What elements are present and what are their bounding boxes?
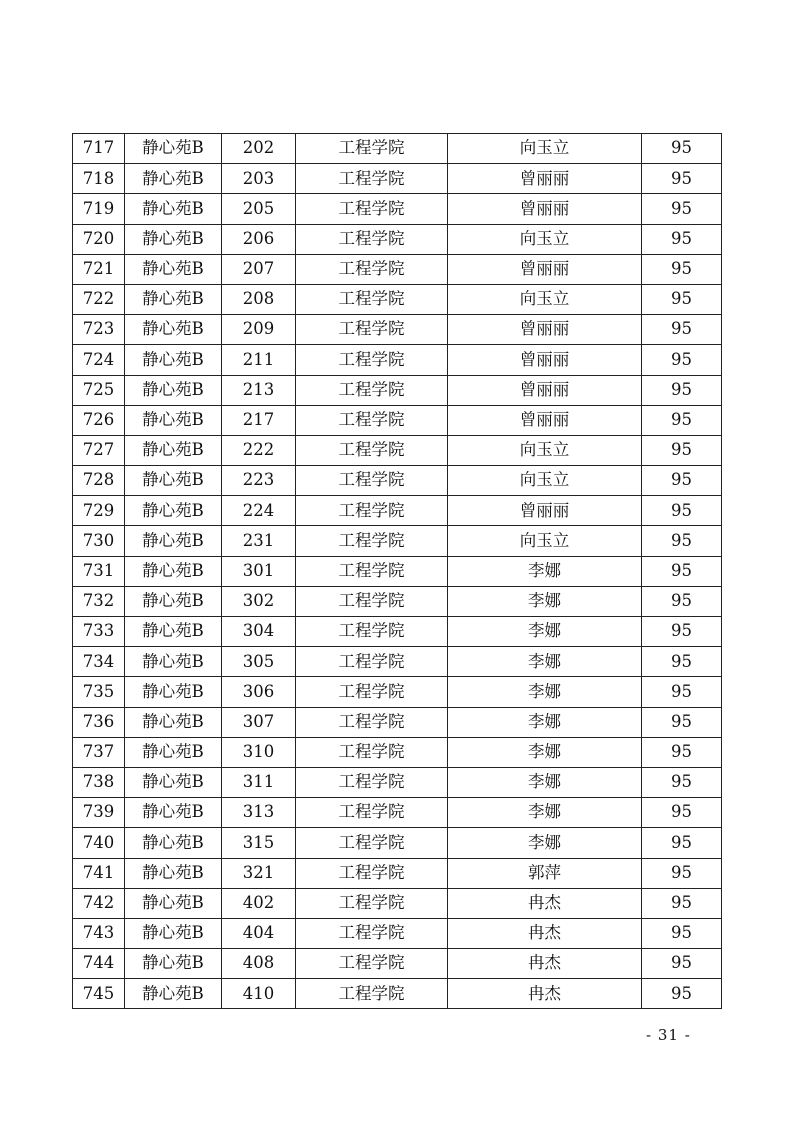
score-cell: 95 <box>642 224 722 254</box>
table-row <box>73 556 722 586</box>
table-row <box>73 254 722 284</box>
counselor-cell: 李娜 <box>448 737 642 767</box>
score-cell: 95 <box>642 737 722 767</box>
table-row <box>73 647 722 677</box>
building-cell: 静心苑B <box>125 375 222 405</box>
college-cell: 工程学院 <box>296 164 448 194</box>
score-cell: 95 <box>642 647 722 677</box>
building-cell: 静心苑B <box>125 586 222 616</box>
building-cell: 静心苑B <box>125 254 222 284</box>
score-cell: 95 <box>642 435 722 465</box>
score-cell: 95 <box>642 767 722 797</box>
serial-number-cell: 745 <box>73 979 125 1009</box>
building-cell: 静心苑B <box>125 677 222 707</box>
serial-number-cell: 734 <box>73 647 125 677</box>
building-cell: 静心苑B <box>125 526 222 556</box>
table-row <box>73 466 722 496</box>
building-cell: 静心苑B <box>125 828 222 858</box>
serial-number-cell: 736 <box>73 707 125 737</box>
serial-number-cell: 728 <box>73 466 125 496</box>
table-row <box>73 315 722 345</box>
building-cell: 静心苑B <box>125 798 222 828</box>
table-row <box>73 435 722 465</box>
counselor-cell: 冉杰 <box>448 918 642 948</box>
college-cell: 工程学院 <box>296 858 448 888</box>
counselor-cell: 曾丽丽 <box>448 194 642 224</box>
counselor-cell: 李娜 <box>448 828 642 858</box>
counselor-cell: 曾丽丽 <box>448 254 642 284</box>
counselor-cell: 郭萍 <box>448 858 642 888</box>
room-number-cell: 205 <box>222 194 296 224</box>
serial-number-cell: 742 <box>73 888 125 918</box>
serial-number-cell: 725 <box>73 375 125 405</box>
college-cell: 工程学院 <box>296 466 448 496</box>
serial-number-cell: 722 <box>73 284 125 314</box>
score-cell: 95 <box>642 164 722 194</box>
table-row <box>73 586 722 616</box>
score-cell: 95 <box>642 405 722 435</box>
table-row <box>73 134 722 164</box>
counselor-cell: 曾丽丽 <box>448 345 642 375</box>
table-row <box>73 405 722 435</box>
score-cell: 95 <box>642 586 722 616</box>
counselor-cell: 向玉立 <box>448 224 642 254</box>
score-cell: 95 <box>642 134 722 164</box>
building-cell: 静心苑B <box>125 737 222 767</box>
college-cell: 工程学院 <box>296 979 448 1009</box>
college-cell: 工程学院 <box>296 798 448 828</box>
table-row <box>73 918 722 948</box>
room-number-cell: 224 <box>222 496 296 526</box>
counselor-cell: 向玉立 <box>448 526 642 556</box>
table-row <box>73 164 722 194</box>
room-number-cell: 213 <box>222 375 296 405</box>
college-cell: 工程学院 <box>296 315 448 345</box>
table-row <box>73 737 722 767</box>
college-cell: 工程学院 <box>296 526 448 556</box>
building-cell: 静心苑B <box>125 556 222 586</box>
counselor-cell: 李娜 <box>448 586 642 616</box>
serial-number-cell: 737 <box>73 737 125 767</box>
college-cell: 工程学院 <box>296 254 448 284</box>
counselor-cell: 李娜 <box>448 647 642 677</box>
building-cell: 静心苑B <box>125 496 222 526</box>
building-cell: 静心苑B <box>125 949 222 979</box>
college-cell: 工程学院 <box>296 617 448 647</box>
building-cell: 静心苑B <box>125 345 222 375</box>
score-cell: 95 <box>642 345 722 375</box>
score-cell: 95 <box>642 828 722 858</box>
score-cell: 95 <box>642 466 722 496</box>
table-row <box>73 858 722 888</box>
serial-number-cell: 732 <box>73 586 125 616</box>
room-number-cell: 211 <box>222 345 296 375</box>
serial-number-cell: 731 <box>73 556 125 586</box>
building-cell: 静心苑B <box>125 435 222 465</box>
table-row <box>73 526 722 556</box>
score-cell: 95 <box>642 194 722 224</box>
building-cell: 静心苑B <box>125 224 222 254</box>
table-row <box>73 979 722 1009</box>
serial-number-cell: 726 <box>73 405 125 435</box>
building-cell: 静心苑B <box>125 918 222 948</box>
room-number-cell: 408 <box>222 949 296 979</box>
counselor-cell: 向玉立 <box>448 466 642 496</box>
building-cell: 静心苑B <box>125 647 222 677</box>
room-number-cell: 202 <box>222 134 296 164</box>
room-number-cell: 311 <box>222 767 296 797</box>
counselor-cell: 向玉立 <box>448 134 642 164</box>
building-cell: 静心苑B <box>125 164 222 194</box>
college-cell: 工程学院 <box>296 737 448 767</box>
room-number-cell: 207 <box>222 254 296 284</box>
college-cell: 工程学院 <box>296 556 448 586</box>
table-row <box>73 284 722 314</box>
building-cell: 静心苑B <box>125 315 222 345</box>
serial-number-cell: 718 <box>73 164 125 194</box>
table-row <box>73 194 722 224</box>
score-cell: 95 <box>642 375 722 405</box>
counselor-cell: 曾丽丽 <box>448 496 642 526</box>
serial-number-cell: 735 <box>73 677 125 707</box>
score-cell: 95 <box>642 617 722 647</box>
counselor-cell: 曾丽丽 <box>448 315 642 345</box>
table-row <box>73 345 722 375</box>
room-number-cell: 313 <box>222 798 296 828</box>
serial-number-cell: 721 <box>73 254 125 284</box>
serial-number-cell: 739 <box>73 798 125 828</box>
counselor-cell: 曾丽丽 <box>448 405 642 435</box>
serial-number-cell: 724 <box>73 345 125 375</box>
building-cell: 静心苑B <box>125 617 222 647</box>
building-cell: 静心苑B <box>125 405 222 435</box>
page-number: - 31 - <box>646 1026 691 1044</box>
building-cell: 静心苑B <box>125 194 222 224</box>
score-table <box>72 133 722 1009</box>
counselor-cell: 李娜 <box>448 617 642 647</box>
building-cell: 静心苑B <box>125 284 222 314</box>
room-number-cell: 302 <box>222 586 296 616</box>
room-number-cell: 402 <box>222 888 296 918</box>
serial-number-cell: 727 <box>73 435 125 465</box>
room-number-cell: 206 <box>222 224 296 254</box>
college-cell: 工程学院 <box>296 224 448 254</box>
room-number-cell: 404 <box>222 918 296 948</box>
score-cell: 95 <box>642 677 722 707</box>
table-row <box>73 617 722 647</box>
serial-number-cell: 733 <box>73 617 125 647</box>
building-cell: 静心苑B <box>125 858 222 888</box>
score-cell: 95 <box>642 254 722 284</box>
room-number-cell: 305 <box>222 647 296 677</box>
college-cell: 工程学院 <box>296 918 448 948</box>
room-number-cell: 231 <box>222 526 296 556</box>
counselor-cell: 李娜 <box>448 707 642 737</box>
college-cell: 工程学院 <box>296 496 448 526</box>
score-cell: 95 <box>642 496 722 526</box>
counselor-cell: 向玉立 <box>448 435 642 465</box>
score-cell: 95 <box>642 526 722 556</box>
college-cell: 工程学院 <box>296 194 448 224</box>
score-cell: 95 <box>642 315 722 345</box>
room-number-cell: 307 <box>222 707 296 737</box>
score-cell: 95 <box>642 949 722 979</box>
table-row <box>73 677 722 707</box>
table-row <box>73 224 722 254</box>
room-number-cell: 310 <box>222 737 296 767</box>
college-cell: 工程学院 <box>296 767 448 797</box>
college-cell: 工程学院 <box>296 677 448 707</box>
college-cell: 工程学院 <box>296 707 448 737</box>
counselor-cell: 李娜 <box>448 556 642 586</box>
college-cell: 工程学院 <box>296 647 448 677</box>
serial-number-cell: 720 <box>73 224 125 254</box>
serial-number-cell: 744 <box>73 949 125 979</box>
building-cell: 静心苑B <box>125 466 222 496</box>
score-cell: 95 <box>642 284 722 314</box>
room-number-cell: 223 <box>222 466 296 496</box>
room-number-cell: 306 <box>222 677 296 707</box>
table-row <box>73 496 722 526</box>
college-cell: 工程学院 <box>296 375 448 405</box>
table-row <box>73 767 722 797</box>
score-cell: 95 <box>642 556 722 586</box>
serial-number-cell: 719 <box>73 194 125 224</box>
counselor-cell: 向玉立 <box>448 284 642 314</box>
room-number-cell: 217 <box>222 405 296 435</box>
college-cell: 工程学院 <box>296 586 448 616</box>
counselor-cell: 李娜 <box>448 677 642 707</box>
table-row <box>73 707 722 737</box>
room-number-cell: 304 <box>222 617 296 647</box>
score-cell: 95 <box>642 888 722 918</box>
college-cell: 工程学院 <box>296 405 448 435</box>
table-row <box>73 888 722 918</box>
room-number-cell: 315 <box>222 828 296 858</box>
room-number-cell: 208 <box>222 284 296 314</box>
serial-number-cell: 738 <box>73 767 125 797</box>
serial-number-cell: 729 <box>73 496 125 526</box>
serial-number-cell: 741 <box>73 858 125 888</box>
college-cell: 工程学院 <box>296 345 448 375</box>
college-cell: 工程学院 <box>296 284 448 314</box>
college-cell: 工程学院 <box>296 888 448 918</box>
building-cell: 静心苑B <box>125 979 222 1009</box>
table-body <box>73 134 722 1009</box>
counselor-cell: 李娜 <box>448 798 642 828</box>
room-number-cell: 222 <box>222 435 296 465</box>
college-cell: 工程学院 <box>296 134 448 164</box>
table-row <box>73 949 722 979</box>
serial-number-cell: 730 <box>73 526 125 556</box>
score-cell: 95 <box>642 918 722 948</box>
counselor-cell: 冉杰 <box>448 979 642 1009</box>
score-cell: 95 <box>642 798 722 828</box>
building-cell: 静心苑B <box>125 134 222 164</box>
score-cell: 95 <box>642 979 722 1009</box>
score-cell: 95 <box>642 707 722 737</box>
college-cell: 工程学院 <box>296 828 448 858</box>
college-cell: 工程学院 <box>296 949 448 979</box>
room-number-cell: 410 <box>222 979 296 1009</box>
room-number-cell: 209 <box>222 315 296 345</box>
table-row <box>73 828 722 858</box>
counselor-cell: 曾丽丽 <box>448 375 642 405</box>
score-cell: 95 <box>642 858 722 888</box>
table-row <box>73 798 722 828</box>
college-cell: 工程学院 <box>296 435 448 465</box>
counselor-cell: 冉杰 <box>448 949 642 979</box>
counselor-cell: 冉杰 <box>448 888 642 918</box>
serial-number-cell: 743 <box>73 918 125 948</box>
room-number-cell: 321 <box>222 858 296 888</box>
room-number-cell: 301 <box>222 556 296 586</box>
serial-number-cell: 723 <box>73 315 125 345</box>
room-number-cell: 203 <box>222 164 296 194</box>
building-cell: 静心苑B <box>125 707 222 737</box>
table-row <box>73 375 722 405</box>
building-cell: 静心苑B <box>125 767 222 797</box>
serial-number-cell: 717 <box>73 134 125 164</box>
counselor-cell: 曾丽丽 <box>448 164 642 194</box>
counselor-cell: 李娜 <box>448 767 642 797</box>
serial-number-cell: 740 <box>73 828 125 858</box>
building-cell: 静心苑B <box>125 888 222 918</box>
